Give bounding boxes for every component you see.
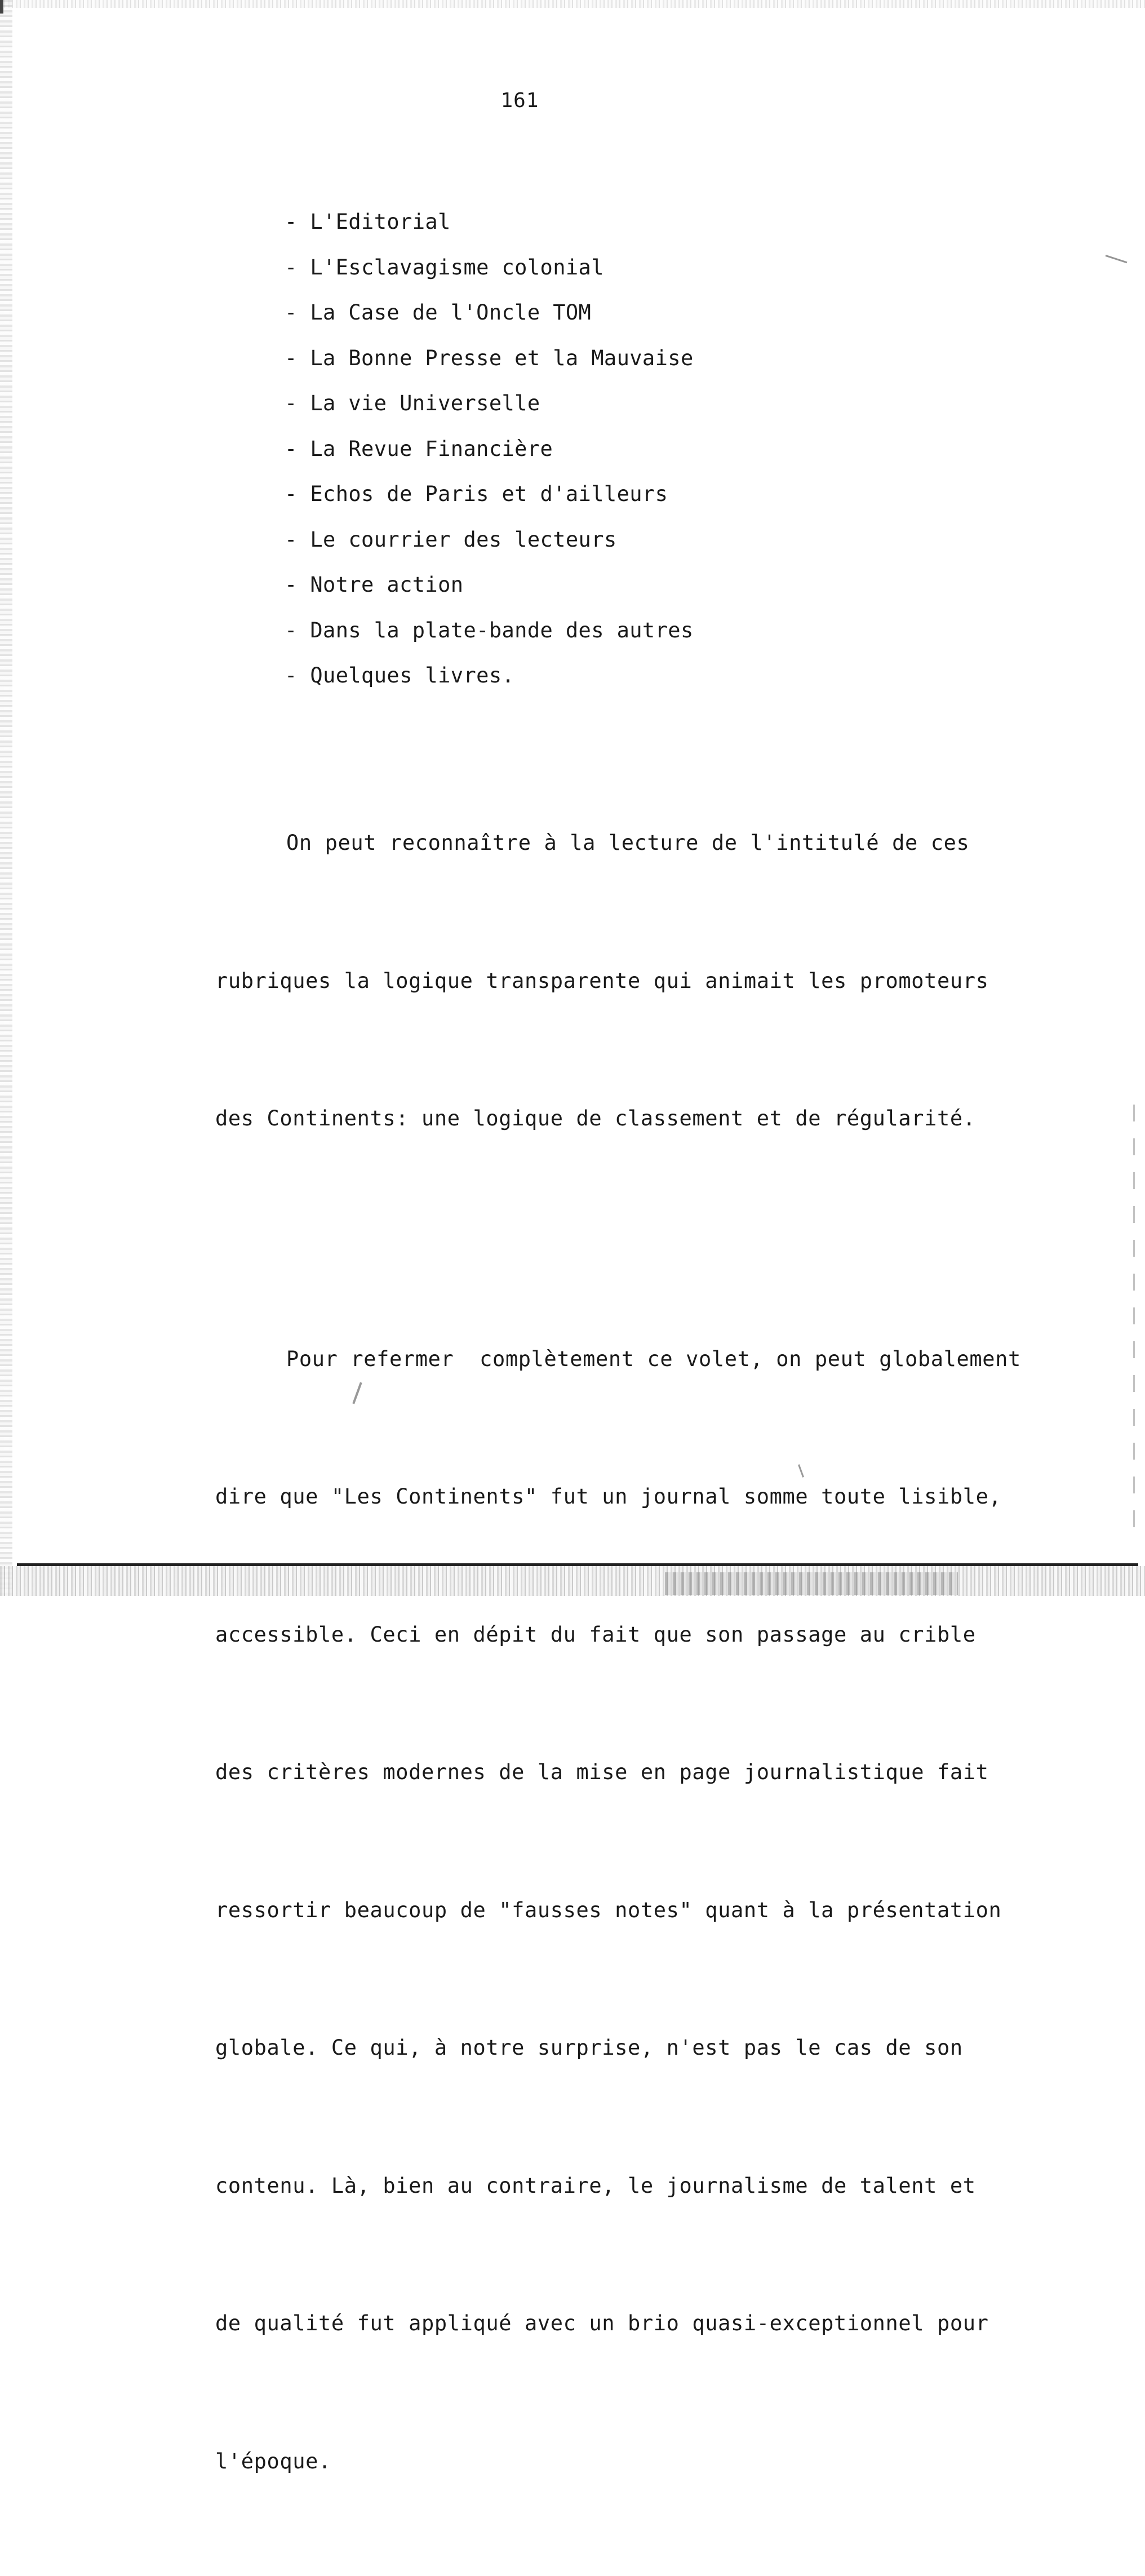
text-line: Pour refermer complètement ce volet, on peut globalement <box>215 1336 1086 1382</box>
text-line: contenu. Là, bien au contraire, le journalisme de talent et <box>215 2163 1086 2209</box>
body-text <box>215 728 1086 2576</box>
text-line: l'époque. <box>215 2438 1086 2485</box>
list-item: - Notre action <box>285 571 694 617</box>
list-item: - Dans la plate-bande des autres <box>285 617 694 663</box>
list-item: - L'Esclavagisme colonial <box>285 254 694 300</box>
list-item: - La Revue Financière <box>285 436 694 481</box>
list-item: - La Case de l'Oncle TOM <box>285 299 694 345</box>
text-line: dire que "Les Continents" fut un journal somme toute lisible, <box>215 1474 1086 1520</box>
list-item: - La Bonne Presse et la Mauvaise <box>285 345 694 391</box>
text-line: On peut reconnaître à la lecture de l'intitulé de ces <box>215 820 1086 866</box>
scan-artifact-top <box>0 0 1145 8</box>
text-line: accessible. Ceci en dépit du fait que son passage au crible <box>215 1612 1086 1658</box>
scan-artifact-right <box>1133 1105 1135 1533</box>
stray-mark <box>1104 255 1128 267</box>
paragraph <box>215 1244 1086 2576</box>
page-number: 161 <box>0 89 1040 112</box>
text-line: ressortir beaucoup de "fausses notes" quant à la présentation <box>215 1887 1086 1934</box>
list-item: - Echos de Paris et d'ailleurs <box>285 481 694 526</box>
text-line: rubriques la logique transparente qui animait les promoteurs <box>215 958 1086 1004</box>
list-item: - La vie Universelle <box>285 390 694 436</box>
rubric-list <box>285 209 694 708</box>
text-line: globale. Ce qui, à notre surprise, n'est pas le cas de son <box>215 2025 1086 2071</box>
list-item: - L'Editorial <box>285 209 694 254</box>
scan-artifact-left <box>0 0 12 1596</box>
scan-artifact-bottom-dark <box>665 1572 958 1595</box>
text-line: des Continents: une logique de classement et de régularité. <box>215 1096 1086 1142</box>
text-line: de qualité fut appliqué avec un brio quasi-exceptionnel pour <box>215 2300 1086 2347</box>
paragraph <box>215 728 1086 1234</box>
scan-artifact-bottom <box>0 1566 1145 1596</box>
scan-artifact-corner <box>0 0 3 14</box>
list-item: - Le courrier des lecteurs <box>285 526 694 572</box>
list-item: - Quelques livres. <box>285 662 694 708</box>
text-line: des critères modernes de la mise en page journalistique fait <box>215 1749 1086 1795</box>
